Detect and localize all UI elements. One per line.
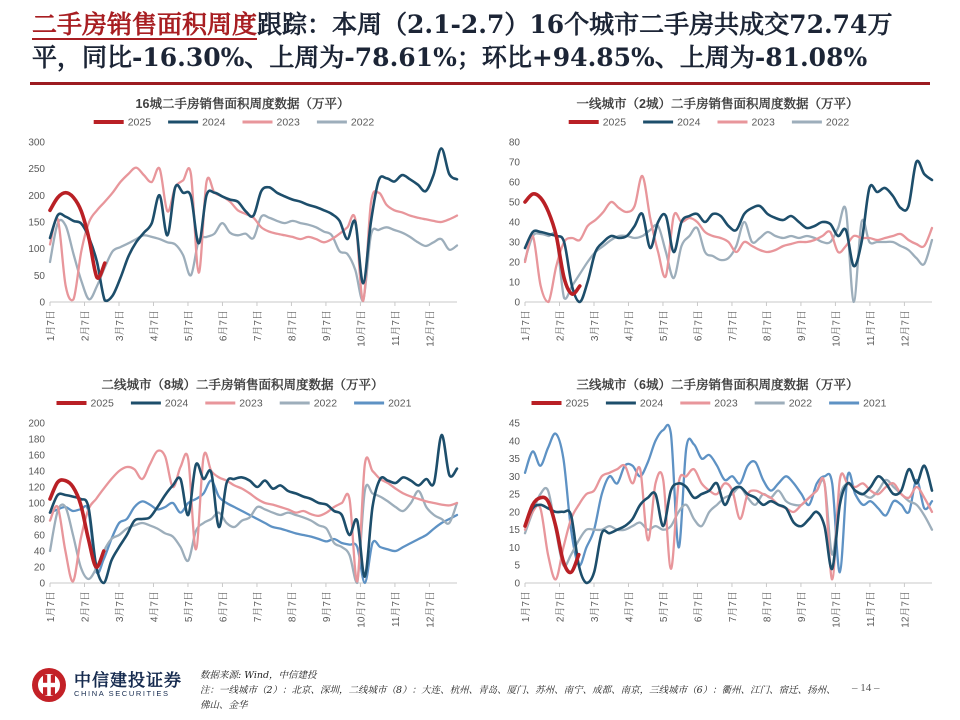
svg-text:40: 40 xyxy=(508,436,520,448)
svg-text:11月7日: 11月7日 xyxy=(390,310,402,346)
svg-text:4月7日: 4月7日 xyxy=(624,310,636,342)
svg-text:2022: 2022 xyxy=(350,116,375,129)
svg-text:1月7日: 1月7日 xyxy=(521,310,532,342)
svg-text:4月7日: 4月7日 xyxy=(149,591,161,623)
svg-text:0: 0 xyxy=(514,297,520,309)
svg-text:6月7日: 6月7日 xyxy=(693,591,705,623)
svg-text:6月7日: 6月7日 xyxy=(693,310,705,342)
svg-text:8月7日: 8月7日 xyxy=(287,310,299,342)
svg-text:30: 30 xyxy=(508,237,520,249)
svg-text:0: 0 xyxy=(39,578,45,590)
page-title-highlight: 二手房销售面积周度 xyxy=(32,10,258,39)
svg-text:10月7日: 10月7日 xyxy=(356,310,368,347)
svg-text:30: 30 xyxy=(508,471,520,483)
svg-text:11月7日: 11月7日 xyxy=(865,310,877,346)
svg-text:200: 200 xyxy=(28,190,45,202)
svg-text:0: 0 xyxy=(514,578,520,590)
svg-text:2023: 2023 xyxy=(276,116,300,129)
svg-text:7月7日: 7月7日 xyxy=(252,591,264,623)
svg-text:50: 50 xyxy=(33,270,45,282)
svg-text:20: 20 xyxy=(33,562,45,574)
brand-block xyxy=(30,666,188,704)
brand-name-cn: 中信建投证券 xyxy=(74,670,182,691)
svg-text:10: 10 xyxy=(508,277,520,289)
svg-text:9月7日: 9月7日 xyxy=(796,310,808,342)
svg-text:60: 60 xyxy=(33,530,45,542)
chart-tier3-cities-plot xyxy=(491,393,944,631)
svg-text:2025: 2025 xyxy=(90,397,114,410)
brand-name-en: CHINA SECURITIES xyxy=(74,689,170,699)
svg-text:2月7日: 2月7日 xyxy=(555,310,567,342)
svg-text:45: 45 xyxy=(508,418,520,430)
page-number: – 14 – xyxy=(852,682,880,694)
chart-tier2-cities-plot xyxy=(16,393,469,631)
svg-text:1月7日: 1月7日 xyxy=(521,591,532,623)
chart-title: 三线城市（6城）二手房销售面积周度数据（万平） xyxy=(576,378,859,392)
svg-text:2022: 2022 xyxy=(788,397,813,410)
svg-text:3月7日: 3月7日 xyxy=(589,591,601,623)
chart-tier1-cities xyxy=(491,92,944,355)
svg-text:5月7日: 5月7日 xyxy=(183,310,195,342)
svg-text:3月7日: 3月7日 xyxy=(589,310,601,342)
svg-text:5: 5 xyxy=(514,560,520,572)
brand-text xyxy=(74,672,182,699)
footer xyxy=(30,666,934,714)
svg-text:7月7日: 7月7日 xyxy=(727,310,739,342)
svg-text:10月7日: 10月7日 xyxy=(831,310,843,347)
svg-text:20: 20 xyxy=(508,257,520,269)
svg-text:12月7日: 12月7日 xyxy=(900,310,912,347)
svg-text:3月7日: 3月7日 xyxy=(114,591,126,623)
svg-text:180: 180 xyxy=(28,434,45,446)
svg-text:1月7日: 1月7日 xyxy=(46,591,57,623)
svg-text:2023: 2023 xyxy=(239,397,263,410)
svg-text:10月7日: 10月7日 xyxy=(356,591,368,628)
chart-tier3-cities xyxy=(491,373,944,636)
svg-text:80: 80 xyxy=(508,137,520,149)
source-note: 数据来源: Wind，中信建投 xyxy=(200,670,317,681)
svg-text:2024: 2024 xyxy=(202,116,226,129)
svg-text:2021: 2021 xyxy=(863,397,887,410)
city-note: 注：一线城市（2）：北京、深圳，二线城市（8）：大连、杭州、青岛、厦门、苏州、南宁、成都、南京，三线城市（6）：衢州、江门、宿迁、扬州、佛山、金华 xyxy=(200,685,836,712)
svg-text:120: 120 xyxy=(28,482,45,494)
svg-text:250: 250 xyxy=(28,164,45,176)
svg-text:8月7日: 8月7日 xyxy=(287,591,299,623)
svg-text:160: 160 xyxy=(28,450,45,462)
svg-text:11月7日: 11月7日 xyxy=(865,591,877,627)
svg-text:7月7日: 7月7日 xyxy=(727,591,739,623)
svg-text:2024: 2024 xyxy=(677,116,701,129)
svg-text:50: 50 xyxy=(508,197,520,209)
svg-text:2022: 2022 xyxy=(825,116,850,129)
svg-text:60: 60 xyxy=(508,177,520,189)
svg-text:300: 300 xyxy=(28,137,45,149)
svg-text:3月7日: 3月7日 xyxy=(114,310,126,342)
page-title xyxy=(32,8,932,75)
svg-text:2025: 2025 xyxy=(602,116,627,129)
citic-logo-icon xyxy=(30,666,68,704)
svg-text:5月7日: 5月7日 xyxy=(658,310,670,342)
svg-text:7月7日: 7月7日 xyxy=(252,310,264,342)
chart-16-cities xyxy=(16,92,469,355)
svg-text:40: 40 xyxy=(33,546,45,558)
svg-text:2月7日: 2月7日 xyxy=(80,591,92,623)
svg-text:2024: 2024 xyxy=(164,397,189,410)
charts-grid xyxy=(16,92,944,636)
svg-text:10: 10 xyxy=(508,542,520,554)
svg-text:2025: 2025 xyxy=(565,397,589,410)
svg-text:80: 80 xyxy=(33,514,45,526)
svg-text:6月7日: 6月7日 xyxy=(218,310,230,342)
chart-title: 一线城市（2城）二手房销售面积周度数据（万平） xyxy=(576,97,859,111)
svg-text:100: 100 xyxy=(28,498,45,510)
svg-text:140: 140 xyxy=(28,466,45,478)
svg-text:100: 100 xyxy=(28,244,45,256)
chart-title: 16城二手房销售面积周度数据（万平） xyxy=(135,97,350,111)
svg-text:12月7日: 12月7日 xyxy=(425,591,437,628)
svg-text:2021: 2021 xyxy=(388,397,412,410)
svg-text:20: 20 xyxy=(508,507,520,519)
svg-text:2月7日: 2月7日 xyxy=(555,591,567,623)
footnotes xyxy=(200,666,840,714)
svg-text:12月7日: 12月7日 xyxy=(900,591,912,628)
svg-text:9月7日: 9月7日 xyxy=(321,310,333,342)
svg-text:4月7日: 4月7日 xyxy=(149,310,161,342)
svg-text:4月7日: 4月7日 xyxy=(624,591,636,623)
chart-16-cities-plot xyxy=(16,112,469,350)
svg-text:8月7日: 8月7日 xyxy=(762,591,774,623)
chart-title: 二线城市（8城）二手房销售面积周度数据（万平） xyxy=(101,378,384,392)
svg-text:2023: 2023 xyxy=(714,397,738,410)
svg-text:9月7日: 9月7日 xyxy=(796,591,808,623)
svg-text:25: 25 xyxy=(508,489,520,501)
svg-text:9月7日: 9月7日 xyxy=(321,591,333,623)
title-divider xyxy=(30,82,930,85)
svg-text:35: 35 xyxy=(508,454,520,466)
svg-text:40: 40 xyxy=(508,217,520,229)
svg-text:5月7日: 5月7日 xyxy=(658,591,670,623)
svg-text:2025: 2025 xyxy=(127,116,152,129)
svg-text:5月7日: 5月7日 xyxy=(183,591,195,623)
svg-text:2022: 2022 xyxy=(313,397,338,410)
svg-text:2023: 2023 xyxy=(751,116,775,129)
chart-tier2-cities xyxy=(16,373,469,636)
svg-text:70: 70 xyxy=(508,157,520,169)
svg-text:11月7日: 11月7日 xyxy=(390,591,402,627)
svg-text:15: 15 xyxy=(508,525,520,537)
svg-text:12月7日: 12月7日 xyxy=(425,310,437,347)
svg-text:1月7日: 1月7日 xyxy=(46,310,57,342)
svg-text:10月7日: 10月7日 xyxy=(831,591,843,628)
chart-tier1-cities-plot xyxy=(491,112,944,350)
page-title-rest: 跟踪：本周（2.1-2.7）16个城市二手房共成交72.74万平，同比-16.30%、上周为-78.61%；环比+94.85%、上周为-81.08% xyxy=(32,10,893,73)
svg-text:6月7日: 6月7日 xyxy=(218,591,230,623)
svg-text:2024: 2024 xyxy=(639,397,664,410)
svg-text:150: 150 xyxy=(28,217,45,229)
svg-text:8月7日: 8月7日 xyxy=(762,310,774,342)
svg-text:0: 0 xyxy=(39,297,45,309)
svg-text:200: 200 xyxy=(28,418,45,430)
svg-text:2月7日: 2月7日 xyxy=(80,310,92,342)
